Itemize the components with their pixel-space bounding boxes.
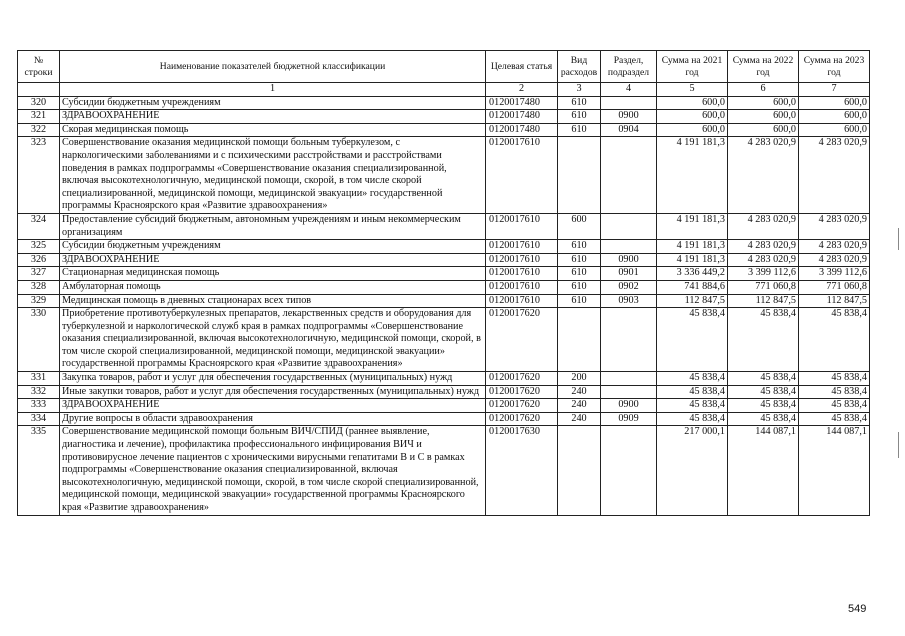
- row-name-cell: ЗДРАВООХРАНЕНИЕ: [60, 110, 486, 124]
- row-name-cell: Закупка товаров, работ и услуг для обеспечения государственных (муниципальных) нужд: [60, 372, 486, 386]
- row-number-cell: 322: [18, 123, 60, 137]
- row-expense-type-cell: 600: [558, 213, 601, 239]
- column-number: 7: [799, 83, 870, 97]
- row-sum-2022-cell: 144 087,1: [728, 426, 799, 515]
- budget-table: [17, 50, 870, 516]
- row-expense-type-cell: 610: [558, 96, 601, 110]
- row-number-cell: 327: [18, 267, 60, 281]
- row-target-article-cell: 0120017620: [486, 372, 558, 386]
- row-sum-2023-cell: 600,0: [799, 96, 870, 110]
- header-target-article: Целевая статья: [486, 51, 558, 83]
- row-target-article-cell: 0120017480: [486, 110, 558, 124]
- column-number: 5: [657, 83, 728, 97]
- row-expense-type-cell: 610: [558, 267, 601, 281]
- row-number-cell: 335: [18, 426, 60, 515]
- row-section-cell: 0903: [601, 294, 657, 308]
- header-row: [18, 51, 870, 83]
- row-section-cell: 0901: [601, 267, 657, 281]
- row-section-cell: 0900: [601, 253, 657, 267]
- row-sum-2023-cell: 3 399 112,6: [799, 267, 870, 281]
- scan-edge-mark: [898, 228, 899, 250]
- row-sum-2022-cell: 3 399 112,6: [728, 267, 799, 281]
- row-sum-2021-cell: 4 191 181,3: [657, 137, 728, 214]
- row-expense-type-cell: 610: [558, 280, 601, 294]
- row-target-article-cell: 0120017610: [486, 294, 558, 308]
- column-number: 3: [558, 83, 601, 97]
- table-row: [18, 137, 870, 214]
- row-expense-type-cell: 240: [558, 385, 601, 399]
- row-sum-2021-cell: 600,0: [657, 110, 728, 124]
- row-section-cell: 0904: [601, 123, 657, 137]
- row-name-cell: Стационарная медицинская помощь: [60, 267, 486, 281]
- row-number-cell: 333: [18, 399, 60, 413]
- table-row: [18, 96, 870, 110]
- table-row: [18, 294, 870, 308]
- row-sum-2022-cell: 45 838,4: [728, 308, 799, 372]
- row-expense-type-cell: 240: [558, 399, 601, 413]
- row-name-cell: Другие вопросы в области здравоохранения: [60, 412, 486, 426]
- row-sum-2022-cell: 45 838,4: [728, 372, 799, 386]
- row-number-cell: 329: [18, 294, 60, 308]
- row-expense-type-cell: 610: [558, 253, 601, 267]
- table-row: [18, 308, 870, 372]
- row-sum-2022-cell: 600,0: [728, 123, 799, 137]
- row-target-article-cell: 0120017610: [486, 240, 558, 254]
- scan-edge-mark: [898, 432, 899, 458]
- row-section-cell: [601, 426, 657, 515]
- column-number: 2: [486, 83, 558, 97]
- row-sum-2022-cell: 45 838,4: [728, 399, 799, 413]
- row-name-cell: Совершенствование медицинской помощи больным ВИЧ/СПИД (раннее выявление, диагностика и лечение), профилактика профессионального инфицирования ВИЧ и противовирусное лечение пациентов с хроническими вирусными гепатитами В и С в рамках подпрограммы «Совершенствование оказания специализированной, включая высокотехнологичную, медицинской помощи, скорой, в том числе скорой специализированной, медицинской помощи, медицинской эвакуации» государственной программы Красноярского края «Развитие здравоохранения»: [60, 426, 486, 515]
- row-sum-2022-cell: 45 838,4: [728, 412, 799, 426]
- row-sum-2021-cell: 217 000,1: [657, 426, 728, 515]
- row-expense-type-cell: [558, 308, 601, 372]
- row-target-article-cell: 0120017620: [486, 399, 558, 413]
- row-sum-2021-cell: 3 336 449,2: [657, 267, 728, 281]
- row-section-cell: 0909: [601, 412, 657, 426]
- table-row: [18, 372, 870, 386]
- row-sum-2022-cell: 771 060,8: [728, 280, 799, 294]
- row-sum-2021-cell: 45 838,4: [657, 372, 728, 386]
- table-row: [18, 385, 870, 399]
- row-target-article-cell: 0120017620: [486, 412, 558, 426]
- table-row: [18, 213, 870, 239]
- header-sum-2023: Сумма на 2023 год: [799, 51, 870, 83]
- row-number-cell: 332: [18, 385, 60, 399]
- row-sum-2022-cell: 4 283 020,9: [728, 137, 799, 214]
- row-target-article-cell: 0120017480: [486, 123, 558, 137]
- row-expense-type-cell: [558, 137, 601, 214]
- row-name-cell: ЗДРАВООХРАНЕНИЕ: [60, 399, 486, 413]
- row-expense-type-cell: 610: [558, 110, 601, 124]
- header-sum-2021: Сумма на 2021 год: [657, 51, 728, 83]
- row-section-cell: [601, 372, 657, 386]
- row-expense-type-cell: 240: [558, 412, 601, 426]
- row-sum-2021-cell: 4 191 181,3: [657, 213, 728, 239]
- row-section-cell: 0900: [601, 110, 657, 124]
- row-section-cell: 0900: [601, 399, 657, 413]
- row-number-cell: 330: [18, 308, 60, 372]
- row-sum-2023-cell: 4 283 020,9: [799, 240, 870, 254]
- row-sum-2021-cell: 45 838,4: [657, 385, 728, 399]
- row-sum-2022-cell: 4 283 020,9: [728, 253, 799, 267]
- row-target-article-cell: 0120017620: [486, 308, 558, 372]
- row-name-cell: ЗДРАВООХРАНЕНИЕ: [60, 253, 486, 267]
- row-number-cell: 326: [18, 253, 60, 267]
- column-number: 4: [601, 83, 657, 97]
- row-sum-2023-cell: 4 283 020,9: [799, 253, 870, 267]
- row-section-cell: [601, 240, 657, 254]
- row-name-cell: Приобретение противотуберкулезных препаратов, лекарственных средств и оборудования для туберкулезной и наркологической служб края в рамках подпрограммы «Совершенствование оказания специализированной, включая высокотехнологичную, медицинской помощи, скорой, в том числе скорой специализированной, медицинской помощи, медицинской эвакуации» государственной программы Красноярского края «Развитие здравоохранения»: [60, 308, 486, 372]
- column-number: 6: [728, 83, 799, 97]
- row-section-cell: [601, 137, 657, 214]
- header-row-number: № строки: [18, 51, 60, 83]
- row-expense-type-cell: 610: [558, 294, 601, 308]
- row-sum-2021-cell: 741 884,6: [657, 280, 728, 294]
- row-section-cell: [601, 213, 657, 239]
- row-sum-2021-cell: 45 838,4: [657, 308, 728, 372]
- row-name-cell: Предоставление субсидий бюджетным, автономным учреждениям и иным некоммерческим организациям: [60, 213, 486, 239]
- row-sum-2023-cell: 4 283 020,9: [799, 213, 870, 239]
- row-sum-2022-cell: 4 283 020,9: [728, 240, 799, 254]
- row-sum-2021-cell: 600,0: [657, 123, 728, 137]
- row-sum-2023-cell: 45 838,4: [799, 385, 870, 399]
- row-sum-2022-cell: 112 847,5: [728, 294, 799, 308]
- row-section-cell: [601, 385, 657, 399]
- row-number-cell: 320: [18, 96, 60, 110]
- row-sum-2022-cell: 600,0: [728, 96, 799, 110]
- budget-table-page: [17, 50, 869, 516]
- row-number-cell: 331: [18, 372, 60, 386]
- row-sum-2021-cell: 45 838,4: [657, 399, 728, 413]
- row-sum-2023-cell: 45 838,4: [799, 399, 870, 413]
- table-row: [18, 267, 870, 281]
- row-target-article-cell: 0120017630: [486, 426, 558, 515]
- table-row: [18, 280, 870, 294]
- row-number-cell: 328: [18, 280, 60, 294]
- page-number: 549: [848, 603, 867, 615]
- row-target-article-cell: 0120017610: [486, 280, 558, 294]
- table-row: [18, 110, 870, 124]
- row-target-article-cell: 0120017610: [486, 137, 558, 214]
- row-number-cell: 323: [18, 137, 60, 214]
- table-row: [18, 240, 870, 254]
- row-sum-2023-cell: 45 838,4: [799, 372, 870, 386]
- row-sum-2023-cell: 144 087,1: [799, 426, 870, 515]
- row-number-cell: 324: [18, 213, 60, 239]
- row-expense-type-cell: [558, 426, 601, 515]
- row-sum-2021-cell: 600,0: [657, 96, 728, 110]
- table-row: [18, 426, 870, 515]
- row-target-article-cell: 0120017620: [486, 385, 558, 399]
- row-target-article-cell: 0120017610: [486, 213, 558, 239]
- header-sum-2022: Сумма на 2022 год: [728, 51, 799, 83]
- row-sum-2023-cell: 112 847,5: [799, 294, 870, 308]
- column-number: [18, 83, 60, 97]
- row-name-cell: Медицинская помощь в дневных стационарах всех типов: [60, 294, 486, 308]
- table-row: [18, 253, 870, 267]
- table-row: [18, 123, 870, 137]
- row-target-article-cell: 0120017480: [486, 96, 558, 110]
- header-name: Наименование показателей бюджетной классификации: [60, 51, 486, 83]
- column-number-row: [18, 83, 870, 97]
- row-sum-2023-cell: 771 060,8: [799, 280, 870, 294]
- header-expense-type: Вид расходов: [558, 51, 601, 83]
- row-name-cell: Скорая медицинская помощь: [60, 123, 486, 137]
- row-sum-2023-cell: 600,0: [799, 123, 870, 137]
- row-sum-2022-cell: 4 283 020,9: [728, 213, 799, 239]
- row-section-cell: [601, 308, 657, 372]
- row-name-cell: Совершенствование оказания медицинской помощи больным туберкулезом, с наркологическими заболеваниями и с психическими расстройствами и расстройствами поведения в рамках подпрограммы «Совершенствование оказания специализированной, включая высокотехнологичную, медицинской помощи, скорой, в том числе скорой специализированной, медицинской помощи, медицинской эвакуации» государственной программы Красноярского края «Развитие здравоохранения»: [60, 137, 486, 214]
- row-target-article-cell: 0120017610: [486, 253, 558, 267]
- row-name-cell: Субсидии бюджетным учреждениям: [60, 96, 486, 110]
- row-sum-2021-cell: 4 191 181,3: [657, 253, 728, 267]
- table-row: [18, 399, 870, 413]
- row-target-article-cell: 0120017610: [486, 267, 558, 281]
- row-sum-2022-cell: 45 838,4: [728, 385, 799, 399]
- row-sum-2021-cell: 112 847,5: [657, 294, 728, 308]
- row-section-cell: [601, 96, 657, 110]
- row-sum-2023-cell: 45 838,4: [799, 412, 870, 426]
- row-sum-2023-cell: 45 838,4: [799, 308, 870, 372]
- row-section-cell: 0902: [601, 280, 657, 294]
- row-expense-type-cell: 200: [558, 372, 601, 386]
- column-number: 1: [60, 83, 486, 97]
- row-sum-2021-cell: 4 191 181,3: [657, 240, 728, 254]
- row-number-cell: 325: [18, 240, 60, 254]
- row-number-cell: 321: [18, 110, 60, 124]
- row-sum-2023-cell: 600,0: [799, 110, 870, 124]
- row-expense-type-cell: 610: [558, 123, 601, 137]
- row-sum-2023-cell: 4 283 020,9: [799, 137, 870, 214]
- row-name-cell: Амбулаторная помощь: [60, 280, 486, 294]
- row-name-cell: Иные закупки товаров, работ и услуг для обеспечения государственных (муниципальных) нужд: [60, 385, 486, 399]
- row-number-cell: 334: [18, 412, 60, 426]
- header-section: Раздел, подраздел: [601, 51, 657, 83]
- table-row: [18, 412, 870, 426]
- row-expense-type-cell: 610: [558, 240, 601, 254]
- row-sum-2021-cell: 45 838,4: [657, 412, 728, 426]
- row-name-cell: Субсидии бюджетным учреждениям: [60, 240, 486, 254]
- row-sum-2022-cell: 600,0: [728, 110, 799, 124]
